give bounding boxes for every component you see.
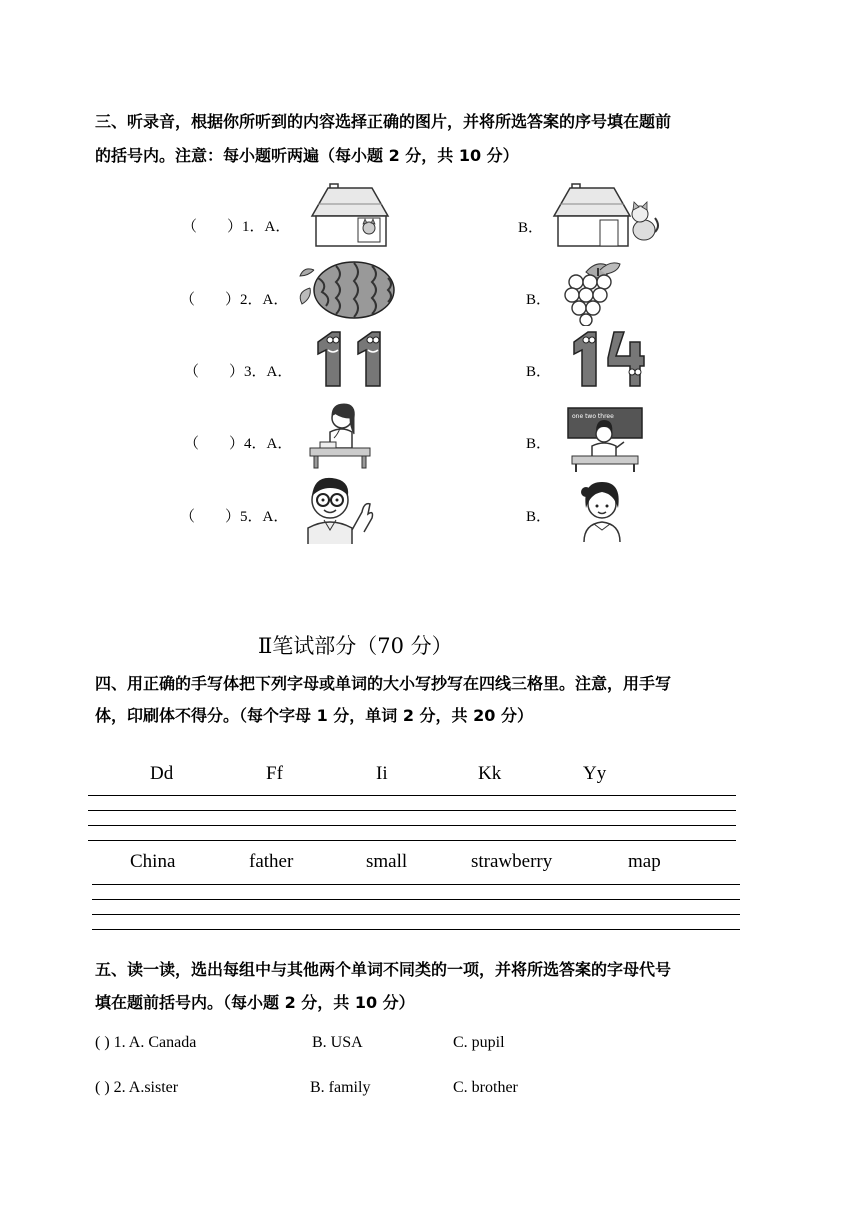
word-china: China [130,851,176,872]
q3-2-label: （ ）2．A． [180,292,289,308]
q3-3-label: （ ）3．A． [184,364,293,380]
grid-line [88,810,736,811]
q3-3-b-label: B． [526,364,552,380]
q5-2-option-c: C. brother [453,1079,518,1096]
q3-5-label: （ ）5．A． [180,509,289,525]
section5-heading-line1: 五、读一读，选出每组中与其他两个单词不同类的一项，并将所选答案的字母代号 [95,960,672,979]
q5-1-option-c: C. pupil [453,1034,505,1051]
grid-line [92,899,740,900]
word-map: map [628,851,661,872]
q3-5-b-label: B． [526,509,552,525]
word-father: father [249,851,294,872]
q5-1-option-b: B. USA [312,1034,363,1051]
q5-2-label: ( ) 2. A.sister [95,1079,179,1096]
watermelon-picture [296,258,398,324]
letter-ff: Ff [266,763,283,784]
letter-yy: Yy [583,763,607,784]
grid-line [88,840,736,841]
q5-1-label: ( ) 1. A. Canada [95,1034,197,1051]
word-strawberry: strawberry [471,851,553,872]
house-with-cat-outside-picture [552,182,662,248]
teacher-at-blackboard-picture [566,406,644,472]
grapes-picture [562,258,634,326]
girl-student-at-desk-picture [306,402,374,470]
section4-heading-line2: 体，印刷体不得分。（每个字母 1 分，单词 2 分，共 20 分） [95,706,533,725]
part2-title: Ⅱ笔试部分（70 分） [258,634,453,658]
grid-line [88,825,736,826]
word-small: small [366,851,408,872]
svg-text:one two three: one two three [572,413,614,420]
grid-line [92,914,740,915]
number-fourteen-picture [570,328,646,390]
number-eleven-picture [312,328,390,390]
q3-4-b-label: B． [526,436,552,452]
section4-heading-line1: 四、用正确的手写体把下列字母或单词的大小写抄写在四线三格里。注意，用手写 [95,674,672,693]
q3-1-b-label: B． [518,220,544,236]
letter-dd: Dd [150,763,174,784]
house-with-cat-inside-picture [308,182,392,248]
section5-heading-line2: 填在题前括号内。（每小题 2 分，共 10 分） [95,993,415,1012]
q5-2-option-b: B. family [310,1079,371,1096]
boy-with-glasses-waving-picture [300,474,374,546]
grid-line [88,795,736,796]
section3-heading-line2: 的括号内。注意：每小题听两遍（每小题 2 分，共 10 分） [95,146,519,165]
q3-1-label: （ ）1．A． [182,219,291,235]
q3-2-b-label: B． [526,292,552,308]
grid-line [92,929,740,930]
letter-kk: Kk [478,763,502,784]
section3-heading-line1: 三、听录音，根据你所听到的内容选择正确的图片，并将所选答案的序号填在题前 [95,112,672,131]
girl-short-hair-picture [578,480,628,544]
letter-ii: Ii [376,763,388,784]
grid-line [92,884,740,885]
q3-4-label: （ ）4．A． [184,436,293,452]
